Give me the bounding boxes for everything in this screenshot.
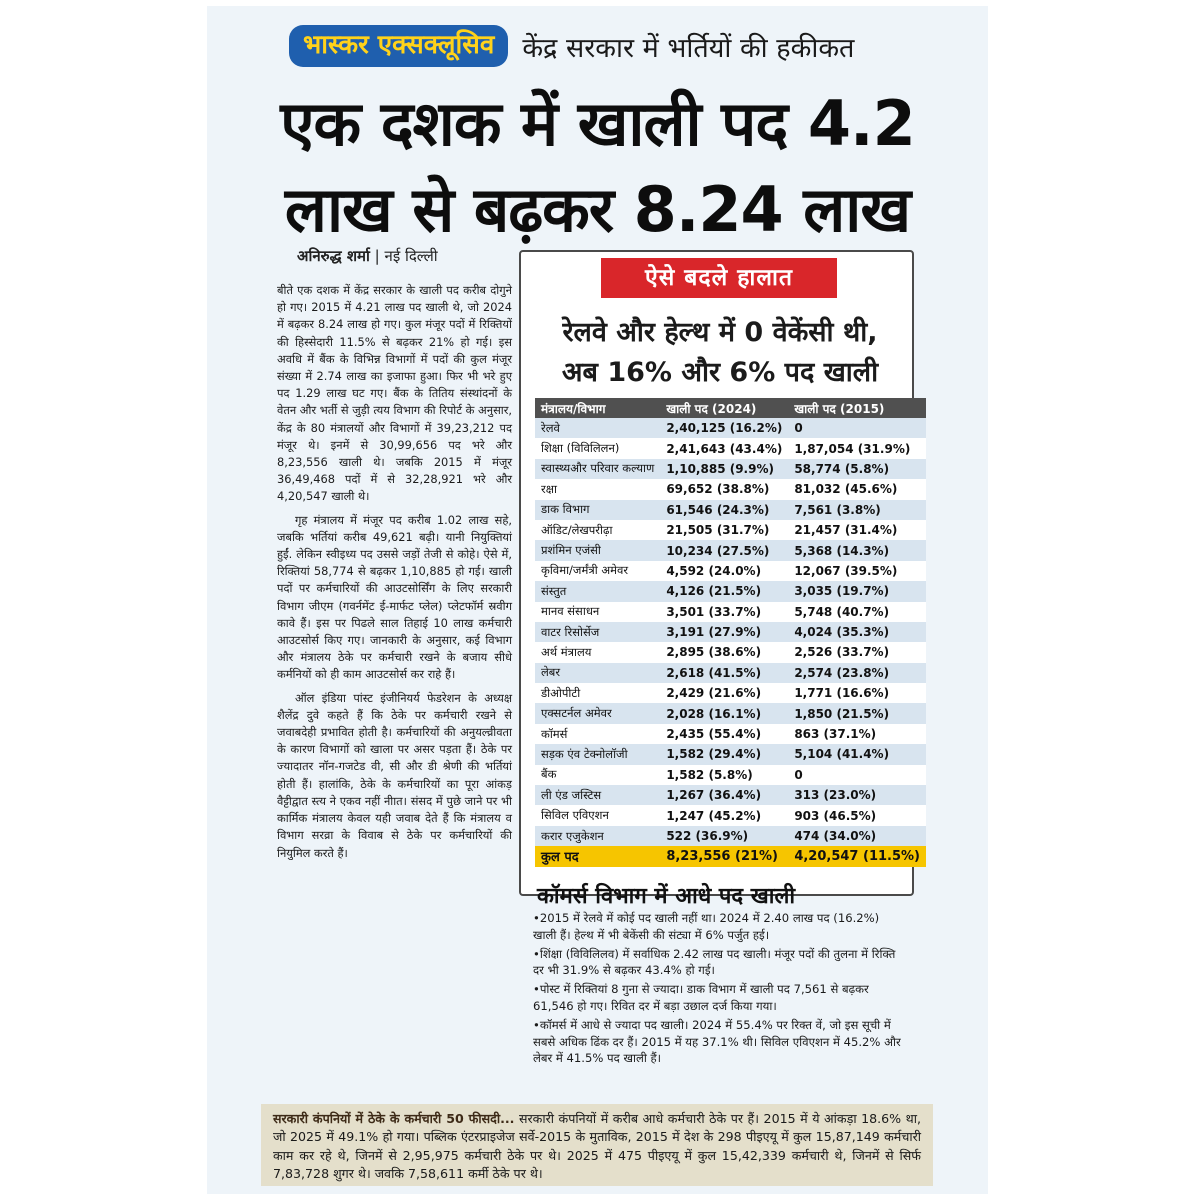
department-cell: ऑडिट/लेखपरीढ़ा — [535, 520, 660, 540]
box-title-line-2: अब 16% और 6% पद खाली — [561, 357, 879, 388]
vacancy-2015-cell: 81,032 (45.6%) — [788, 479, 926, 499]
table-row — [535, 520, 926, 540]
vacancy-2024-cell: 2,41,643 (43.4%) — [660, 438, 788, 458]
vacancy-2024-cell: 2,40,125 (16.2%) — [660, 418, 788, 438]
vacancy-2015-cell: 0 — [788, 418, 926, 438]
vacancy-2015-cell: 2,526 (33.7%) — [788, 642, 926, 662]
total-label-cell: कुल पद — [535, 846, 660, 866]
table-row — [535, 459, 926, 479]
department-cell: रक्षा — [535, 479, 660, 499]
department-cell: बैंक — [535, 765, 660, 785]
vacancy-2024-cell: 1,582 (29.4%) — [660, 744, 788, 764]
byline-author: अनिरुद्ध शर्मा — [297, 247, 370, 265]
vacancy-2015-cell: 58,774 (5.8%) — [788, 459, 926, 479]
vacancy-2024-cell: 1,582 (5.8%) — [660, 765, 788, 785]
department-cell: एक्सटर्नल अमेवर — [535, 703, 660, 723]
vacancy-2015-cell: 5,368 (14.3%) — [788, 540, 926, 560]
byline — [297, 246, 438, 266]
exclusive-badge: भास्कर एक्सक्लूसिव — [289, 25, 508, 67]
table-row — [535, 765, 926, 785]
department-cell: डाक विभाग — [535, 500, 660, 520]
vacancy-2024-cell: 1,247 (45.2%) — [660, 805, 788, 825]
department-cell: स्वास्थ्यऔर परिवार कल्याण — [535, 459, 660, 479]
table-row — [535, 663, 926, 683]
table-row — [535, 581, 926, 601]
vacancy-2024-cell: 61,546 (24.3%) — [660, 500, 788, 520]
table-row — [535, 703, 926, 723]
table-row — [535, 418, 926, 438]
table-row — [535, 500, 926, 520]
vacancy-2015-cell: 474 (34.0%) — [788, 826, 926, 846]
kicker-text: केंद्र सरकार में भर्तियों की हकीकत — [522, 32, 855, 64]
column-header-2015: खाली पद (2015) — [788, 398, 926, 418]
total-2015-cell: 4,20,547 (11.5%) — [788, 846, 926, 866]
vacancy-2015-cell: 5,104 (41.4%) — [788, 744, 926, 764]
vacancy-2024-cell: 3,191 (27.9%) — [660, 622, 788, 642]
department-cell: सड़क एंव टेक्नोलॉजी — [535, 744, 660, 764]
vacancy-2024-cell: 69,652 (38.8%) — [660, 479, 788, 499]
commerce-section-title: कॉमर्स विभाग में आधे पद खाली — [537, 884, 796, 909]
vacancy-2015-cell: 903 (46.5%) — [788, 805, 926, 825]
vacancy-2024-cell: 2,895 (38.6%) — [660, 642, 788, 662]
vacancy-2024-cell: 2,429 (21.6%) — [660, 683, 788, 703]
table-row — [535, 805, 926, 825]
article-paragraph-1: बीते एक दशक में केंद्र सरकार के खाली पद करीब दोगुने हो गए। 2015 में 4.21 लाख पद खाली थे, जो 2024 में बढ़कर 8.24 लाख हो गए। कुल मंजूर पदों में रिक्तियों की हिस्सेदारी 11.5% से बढ़कर 21% हो गई। इस अवधि में बैंक के विभिन्न विभागों में पदों की कुल मंजूर संख्या में 2.74 लाख का इजाफा हुआ। फिर भी भरे हुए पद 1.29 लाख घट गए। बैंक के तितिय संस्थांदनों के वेतन और भर्ती से जुड़ी त्यय विभाग की रिपोर्ट के अनुसार, केंद्र के 80 मंत्रालयों और विभागों में 39,23,212 पद मंजूर थे। इनमें से 30,99,656 पद भरे और 8,23,556 खाली थे। जबकि 2015 में मंजूर 36,49,468 पदों में से 32,28,921 भरे और 4,20,547 खाली थे। — [277, 283, 512, 504]
department-cell: रेलवे — [535, 418, 660, 438]
vacancy-2024-cell: 10,234 (27.5%) — [660, 540, 788, 560]
total-2024-cell: 8,23,556 (21%) — [660, 846, 788, 866]
newspaper-clipping — [207, 6, 988, 1194]
table-body — [535, 418, 926, 867]
kicker-row — [289, 24, 854, 68]
column-header-department: मंत्रालय/विभाग — [535, 398, 660, 418]
vacancy-2015-cell: 3,035 (19.7%) — [788, 581, 926, 601]
commerce-bullet: • शिंक्षा (विविलिलव) में सर्वाधिक 2.42 लाख पद खाली। मंजूर पदों की तुलना में रिक्ति दर भी 31.9% से बढ़कर 43.4% हो गई। — [533, 946, 905, 980]
total-row — [535, 846, 926, 866]
department-cell: वाटर रिसोर्सेज — [535, 622, 660, 642]
psu-contract-strip — [261, 1104, 933, 1186]
table-row — [535, 785, 926, 805]
table-row — [535, 479, 926, 499]
vacancy-2015-cell: 7,561 (3.8%) — [788, 500, 926, 520]
table-row — [535, 642, 926, 662]
commerce-bullet: • 2015 में रेलवे में कोई पद खाली नहीं था। 2024 में 2.40 लाख पद (16.2%) खाली हैं। हेल्थ में भी बेकेंसी की संट्या में 6% पर्जुत हई। — [533, 910, 905, 944]
department-cell: कृविमा/जर्मंत्री अमेवर — [535, 561, 660, 581]
vacancy-2024-cell: 3,501 (33.7%) — [660, 602, 788, 622]
table-row — [535, 438, 926, 458]
commerce-bullet: • पोस्ट में रिक्तियां 8 गुना से ज्यादा। डाक विभाग में खाली पद 7,561 से बढ़कर 61,546 हो गए। रिवित दर में बड़ा उछाल दर्ज किया गया। — [533, 981, 905, 1015]
commerce-bullet-list — [533, 910, 905, 1069]
vacancy-2024-cell: 1,267 (36.4%) — [660, 785, 788, 805]
department-cell: मानव संसाधन — [535, 602, 660, 622]
vacancy-2024-cell: 2,028 (16.1%) — [660, 703, 788, 723]
commerce-bullet: • कॉमर्स में आधे से ज्यादा पद खाली। 2024 में 55.4% पर रिक्त वें, जो इस सूची में सबसे अधिक ढिंक दर हैं। 2015 में यह 37.1% थी। सिविल एविएशन में 45.2% और लेबर में 41.5% पद खाली हैं। — [533, 1017, 905, 1067]
vacancy-2024-cell: 4,126 (21.5%) — [660, 581, 788, 601]
vacancy-2024-cell: 4,592 (24.0%) — [660, 561, 788, 581]
article-body — [277, 282, 512, 1192]
article-paragraph-3: ऑल इंडिया पांस्ट इंजीनियर्य फेडरेशन के अध्यक्ष शैलेंद्र दुवे कहते हैं कि ठेके पर कर्मचारी रखने से जवाबदेही प्रभावित होती है। कर्मचारियों की अनुयल्व्रीवता के कारण विभागों को खाला पर असर पड़ता हैं। ठेके पर ज्यादातर नॉन-गजटेड वी, सी और डी श्रेणी की भर्तियां होती हैं। हालांकि, ठेके के कर्मचारियों का पूरा आंकड़ वैट्टीद्वात स्त्य ने एकव नहीं नीात। संसद में पुछे जाने पर भी कार्मिक मंत्रालय केवल यही जवाब देते हैं कि मंत्रालय व विभाग सरव्रा के विवाब से ठेके पर कर्मचारियों की नियुमिल करते हैं। — [277, 690, 512, 860]
table-row — [535, 744, 926, 764]
department-cell: लेबर — [535, 663, 660, 683]
vacancy-2024-cell: 21,505 (31.7%) — [660, 520, 788, 540]
vacancy-2024-cell: 2,435 (55.4%) — [660, 724, 788, 744]
box-tag: ऐसे बदले हालात — [601, 258, 837, 298]
vacancy-2015-cell: 2,574 (23.8%) — [788, 663, 926, 683]
byline-place: नई दिल्ली — [384, 247, 438, 265]
department-cell: कॉमर्स — [535, 724, 660, 744]
vacancy-2015-cell: 1,87,054 (31.9%) — [788, 438, 926, 458]
table-header-row — [535, 398, 926, 418]
table-row — [535, 561, 926, 581]
table-row — [535, 724, 926, 744]
vacancy-2015-cell: 12,067 (39.5%) — [788, 561, 926, 581]
box-title-line-1: रेलवे और हेल्थ में 0 वेकेंसी थी, — [562, 317, 878, 348]
table-row — [535, 826, 926, 846]
table-row — [535, 540, 926, 560]
table-row — [535, 622, 926, 642]
department-cell: संस्तुत — [535, 581, 660, 601]
department-cell: करार एजुकेशन — [535, 826, 660, 846]
headline-line-2: लाख से बढ़कर 8.24 लाख — [284, 173, 911, 246]
strip-heading: सरकारी कंपनियों में ठेके के कर्मचारी 50 फीसदी... — [273, 1111, 515, 1126]
vacancy-2024-cell: 1,10,885 (9.9%) — [660, 459, 788, 479]
table-row — [535, 602, 926, 622]
table-row — [535, 683, 926, 703]
byline-separator: | — [369, 247, 385, 265]
vacancy-2015-cell: 1,771 (16.6%) — [788, 683, 926, 703]
vacancy-2015-cell: 0 — [788, 765, 926, 785]
department-cell: डीओपीटी — [535, 683, 660, 703]
vacancy-table — [535, 398, 926, 867]
vacancy-2015-cell: 5,748 (40.7%) — [788, 602, 926, 622]
department-cell: ली एंड जस्टिस — [535, 785, 660, 805]
vacancy-2015-cell: 4,024 (35.3%) — [788, 622, 926, 642]
department-cell: अर्थ मंत्रालय — [535, 642, 660, 662]
department-cell: सिविल एविएशन — [535, 805, 660, 825]
article-paragraph-2: गृह मंत्रालय में मंजूर पद करीब 1.02 लाख सहे, जबकि भर्तियां करीब 49,621 बढ़ी। यानी नियुक्तियां हुईं. लेकिन स्वीइध्य पद उससे जड़ों तेजी से कोहे। ऐसे में, रिक्तियां 58,774 से बढ़कर 1,10,885 हो गई। खाली पदों पर कर्मचारियों की आउटसोर्सिंग के लिए सरकारी विभाग जीएम (गवर्नमेंट ई-मार्फट प्लेल) प्लेटफॉर्म स्रवीग कावे हैं। इस पर पिढले साल तिहाई 10 लाख कर्मचारी आउटसोर्स किए गए। जानकारी के अनुसार, कई विभाग और मंत्रालय ठेके पर कर्मचारी रखने के बजाय सीधे कर्मनियों को ही काम आउटसोर्स कर राहे हैं। — [277, 512, 512, 682]
headline-line-1: एक दशक में खाली पद 4.2 — [280, 87, 915, 160]
vacancy-2015-cell: 863 (37.1%) — [788, 724, 926, 744]
vacancy-box — [519, 250, 920, 896]
vacancy-2015-cell: 21,457 (31.4%) — [788, 520, 926, 540]
department-cell: प्रशंमिन एजंसी — [535, 540, 660, 560]
vacancy-2024-cell: 522 (36.9%) — [660, 826, 788, 846]
vacancy-2024-cell: 2,618 (41.5%) — [660, 663, 788, 683]
department-cell: शिक्षा (विविलिलन) — [535, 438, 660, 458]
vacancy-2015-cell: 313 (23.0%) — [788, 785, 926, 805]
strip-text: सरकारी कंपनियों में करीब आधे कर्मचारी ठेके पर हैं। 2015 में ये आंकड़ा 18.6% था, जो 2025 में 49.1% हो गया। पब्लिक एंटरप्राइजेज सर्वे-2015 के मुताविक, 2015 में देश के 298 पीइएयू में कुल 15,87,149 कर्मचारी काम कर रहे थे, जिनमें से 2,95,975 कर्मचारी ठेके पर थे। 2025 में 475 पीइएयू में कुल 15,42,339 कर्मचारी थे, जिनमें से सिर्फ 7,83,728 शुगर थे। जवकि 7,58,611 कर्मी ठेके पर थे। — [273, 1111, 921, 1182]
vacancy-2015-cell: 1,850 (21.5%) — [788, 703, 926, 723]
column-header-2024: खाली पद (2024) — [660, 398, 788, 418]
